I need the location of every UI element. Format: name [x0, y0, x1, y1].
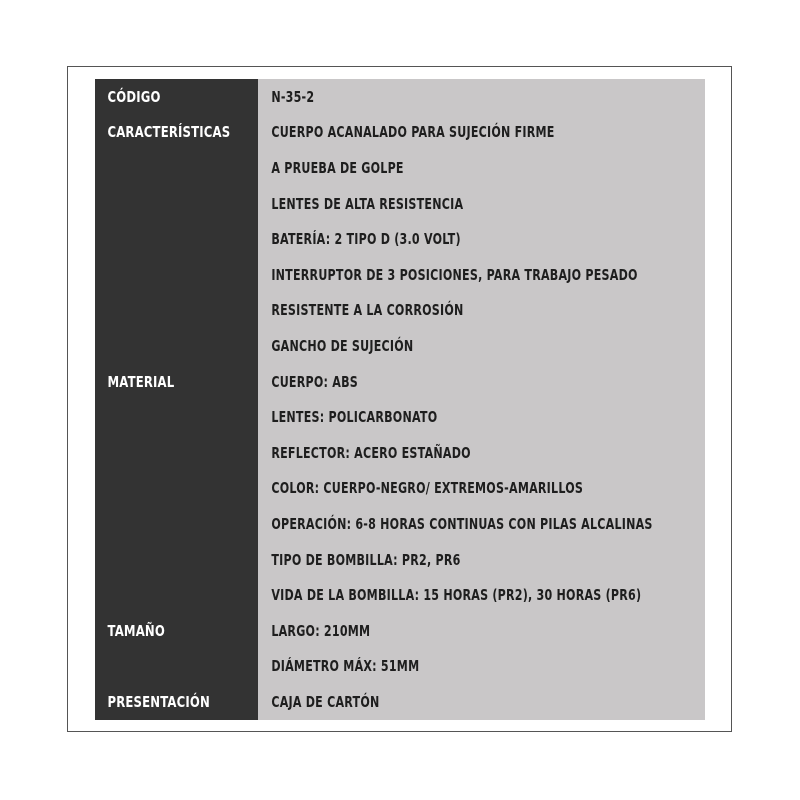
value-tamano: DIÁMETRO MÁX: 51MM: [271, 657, 420, 676]
value-row: [258, 649, 705, 685]
value-material: OPERACIÓN: 6-8 HORAS CONTINUAS CON PILAS ALCALINAS: [271, 514, 653, 533]
value-caracteristica: RESISTENTE A LA CORROSIÓN: [271, 301, 464, 320]
value-row: [258, 577, 705, 613]
value-material: TIPO DE BOMBILLA: PR2, PR6: [271, 550, 461, 569]
value-row: [258, 79, 705, 115]
label-presentacion: PRESENTACIÓN: [107, 692, 210, 711]
value-column: [258, 79, 705, 720]
value-row: [258, 684, 705, 720]
value-row: [258, 471, 705, 507]
value-row: [258, 221, 705, 257]
value-row: [258, 257, 705, 293]
value-caracteristica: BATERÍA: 2 TIPO D (3.0 VOLT): [271, 230, 461, 249]
value-presentacion: CAJA DE CARTÓN: [271, 692, 380, 711]
label-column: [95, 79, 258, 720]
label-row-presentacion: [95, 684, 258, 720]
value-material: COLOR: CUERPO-NEGRO/ EXTREMOS-AMARILLOS: [271, 479, 584, 498]
value-material: LENTES: POLICARBONATO: [271, 408, 438, 427]
label-row-codigo: [95, 79, 258, 115]
value-row: [258, 399, 705, 435]
label-row-material: [95, 364, 258, 400]
label-row-tamano: [95, 613, 258, 649]
label-codigo: CÓDIGO: [107, 87, 161, 106]
value-material: CUERPO: ABS: [271, 372, 358, 391]
spec-sheet: [95, 79, 705, 720]
value-caracteristica: INTERRUPTOR DE 3 POSICIONES, PARA TRABAJO PESADO: [271, 265, 638, 284]
value-row: [258, 293, 705, 329]
value-row: [258, 150, 705, 186]
value-row: [258, 115, 705, 151]
value-material: VIDA DE LA BOMBILLA: 15 HORAS (PR2), 30 HORAS (PR6): [271, 586, 642, 605]
value-row: [258, 435, 705, 471]
value-tamano: LARGO: 210MM: [271, 621, 371, 640]
value-row: [258, 186, 705, 222]
value-codigo: N-35-2: [271, 87, 315, 106]
value-row: [258, 506, 705, 542]
value-caracteristica: GANCHO DE SUJECIÓN: [271, 336, 414, 355]
value-row: [258, 613, 705, 649]
value-row: [258, 364, 705, 400]
value-row: [258, 328, 705, 364]
label-row-caracteristicas: [95, 115, 258, 151]
label-caracteristicas: CARACTERÍSTICAS: [107, 123, 231, 142]
value-material: REFLECTOR: ACERO ESTAÑADO: [271, 443, 471, 462]
value-caracteristica: A PRUEBA DE GOLPE: [271, 158, 404, 177]
label-material: MATERIAL: [107, 372, 175, 391]
label-tamano: TAMAÑO: [107, 621, 165, 640]
value-caracteristica: CUERPO ACANALADO PARA SUJECIÓN FIRME: [271, 123, 555, 142]
value-row: [258, 542, 705, 578]
value-caracteristica: LENTES DE ALTA RESISTENCIA: [271, 194, 464, 213]
